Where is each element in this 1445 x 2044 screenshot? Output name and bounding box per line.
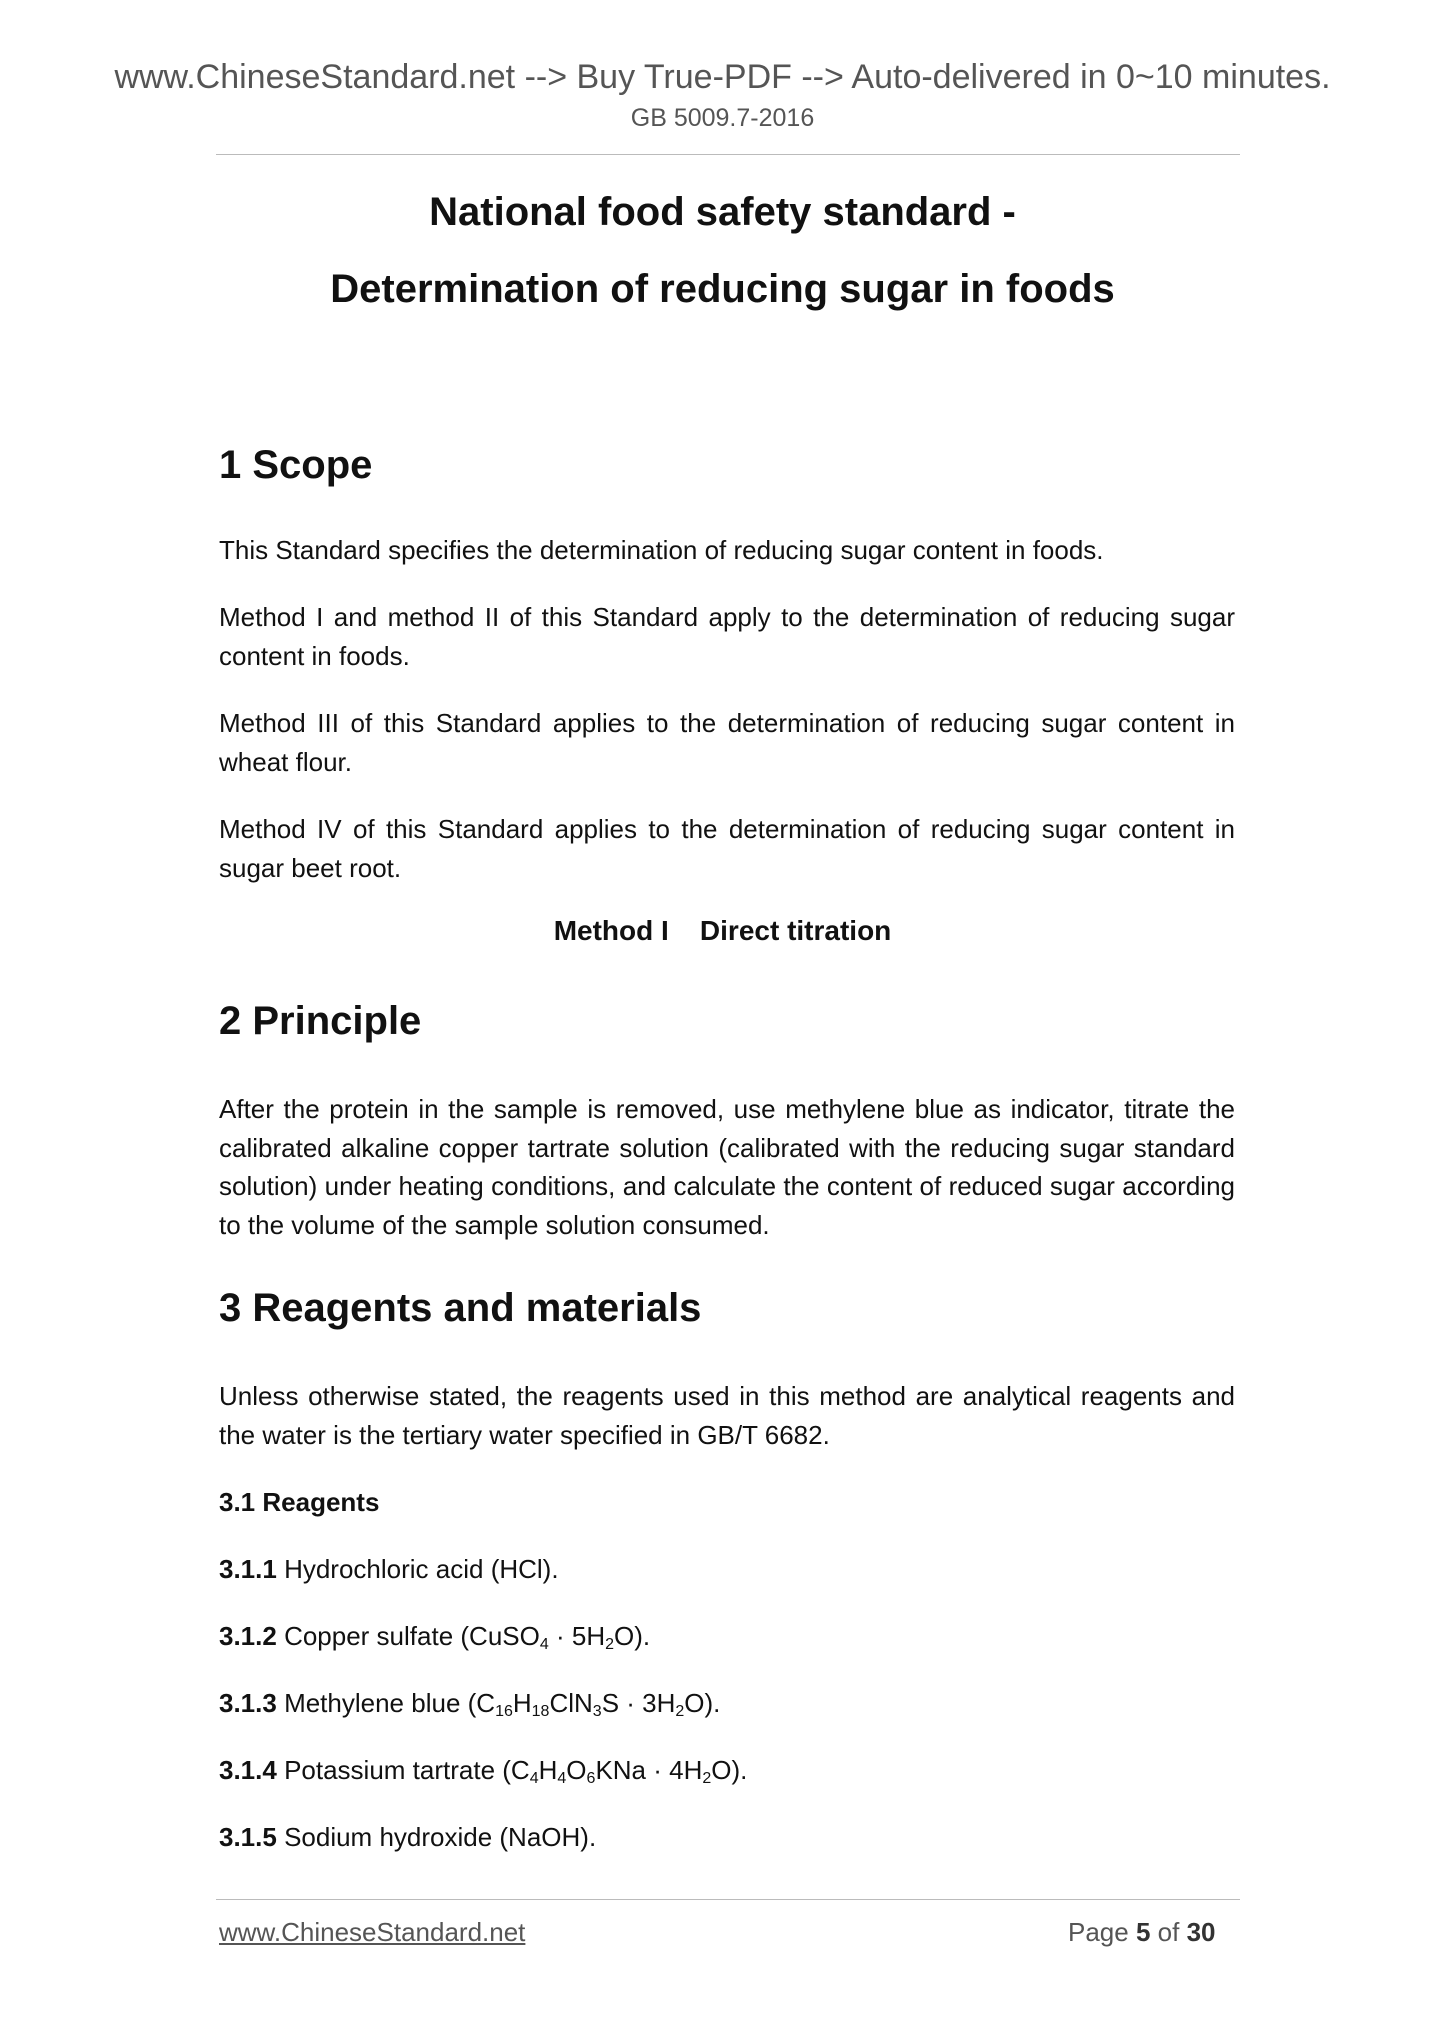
document-title-line2: Determination of reducing sugar in foods [330,267,1115,311]
footer-divider [216,1899,1240,1900]
footer-site-link[interactable]: www.ChineseStandard.net [219,1917,526,1947]
reagent-text: Hydrochloric acid (HCl). [284,1554,559,1584]
section-heading-scope: 1 Scope [219,443,373,487]
reagent-number: 3.1.2 [219,1621,277,1651]
reagent-item [219,1554,559,1585]
reagent-number: 3.1.3 [219,1688,277,1718]
principle-paragraph: After the protein in the sample is removed, use methylene blue as indicator, titrate the calibrated alkaline copper tartrate solution (calibrated with the reducing sugar standard solution) under heating conditions, and calculate the content of reduced sugar according to the volume of the sample solution consumed. [219,1094,1235,1240]
document-title-line1: National food safety standard - [429,190,1016,234]
reagent-number: 3.1.5 [219,1822,277,1852]
method-name: Direct titration [699,915,892,946]
scope-paragraph: Method III of this Standard applies to the determination of reducing sugar content in wheat flour. [219,708,1235,777]
reagent-text: Copper sulfate (CuSO$_4$ · $5H_2O$). [284,1621,651,1653]
reagents-intro-paragraph: Unless otherwise stated, the reagents used in this method are analytical reagents and the water is the tertiary water specified in GB/T 6682. [219,1381,1235,1450]
reagent-number: 3.1.1 [219,1554,277,1584]
scope-paragraph: This Standard specifies the determination of reducing sugar content in foods. [219,535,1104,565]
reagent-text: Potassium tartrate $(C_4H_4O_6KNa \cdot 4H_2O)$. [284,1755,748,1787]
reagent-text: Methylene blue $(C_{16}H_{18}ClN_3S \cdot 3H_2O)$. [284,1688,721,1720]
section-heading-principle: 2 Principle [219,999,422,1043]
page-number [1068,1917,1216,1948]
method-heading [0,915,1445,947]
section-heading-reagents-materials: 3 Reagents and materials [219,1286,702,1330]
method-number: Method I [553,915,669,946]
reagent-text: Sodium hydroxide (NaOH). [284,1822,597,1852]
reagent-item [219,1688,720,1719]
page-of: of [1157,1917,1180,1947]
subsection-heading-reagents: 3.1 Reagents [219,1487,380,1517]
reagent-item [219,1755,747,1786]
header-divider [216,154,1240,155]
page-total: 30 [1186,1917,1216,1947]
scope-paragraph: Method I and method II of this Standard apply to the determination of reducing sugar content in foods. [219,602,1235,671]
scope-paragraph: Method IV of this Standard applies to the determination of reducing sugar content in sugar beet root. [219,814,1235,883]
reagent-number: 3.1.4 [219,1755,277,1785]
reagent-item [219,1822,596,1853]
page-current: 5 [1135,1917,1151,1947]
site-banner: www.ChineseStandard.net --> Buy True-PDF --> Auto-delivered in 0~10 minutes. [114,58,1331,96]
reagent-item [219,1621,650,1652]
page-label: Page [1068,1917,1129,1947]
document-id: GB 5009.7-2016 [630,104,815,132]
